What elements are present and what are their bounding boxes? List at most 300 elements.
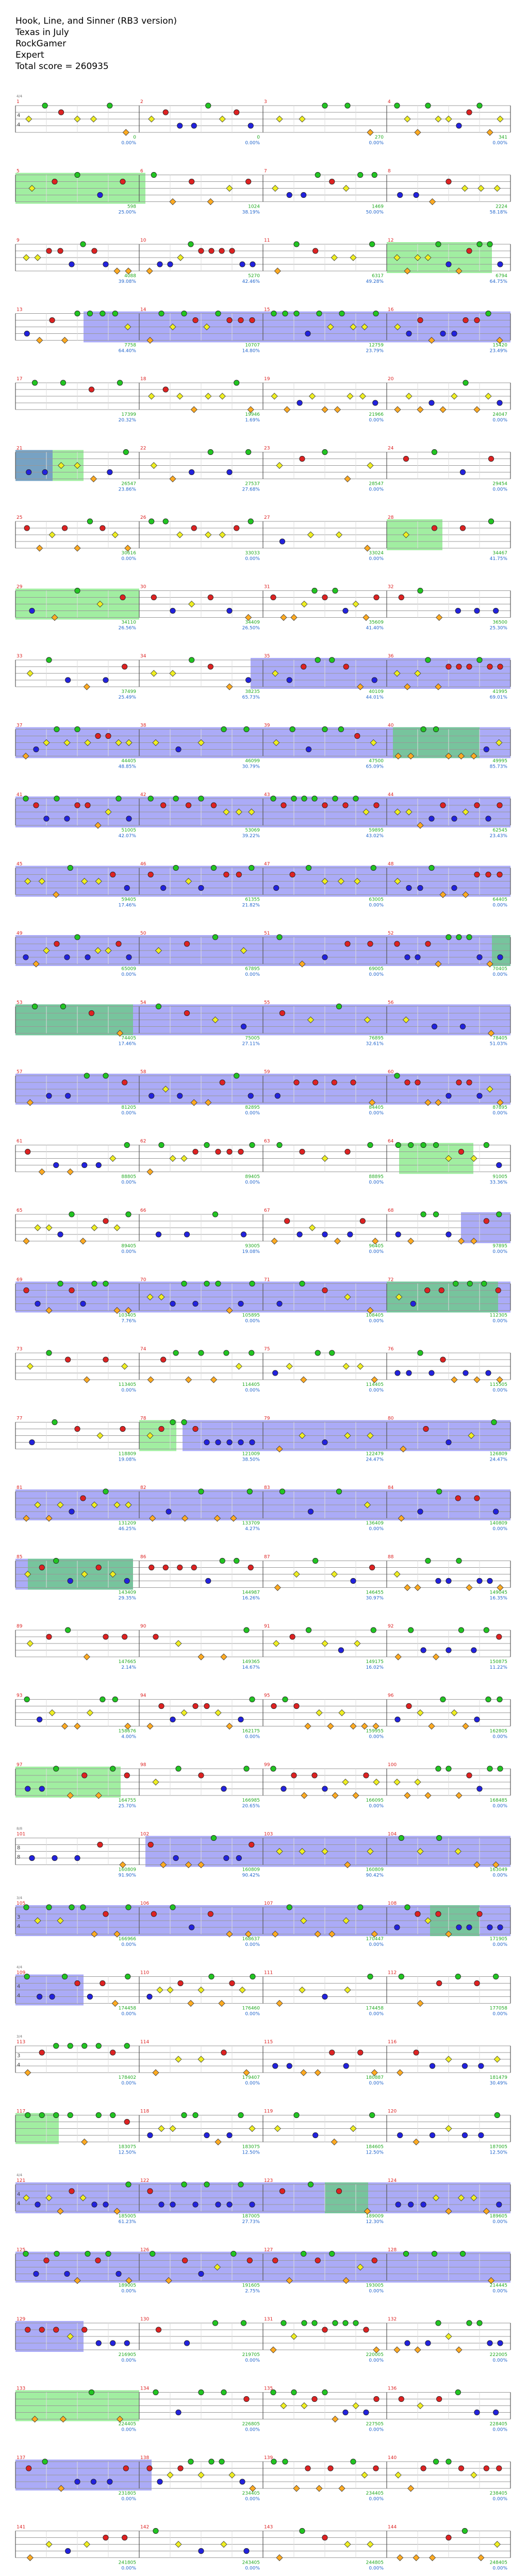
- measure-score: 6794: [496, 274, 507, 279]
- chart-row: [15, 2389, 510, 2422]
- note-gem: [477, 103, 482, 108]
- note-gem: [234, 380, 239, 385]
- note-gem: [312, 1773, 317, 1778]
- chart-row: [15, 657, 510, 690]
- measure-score: 96405: [369, 1244, 384, 1249]
- note-gem: [103, 1911, 108, 1917]
- measure-number: 102: [140, 1832, 150, 1837]
- note-gem: [271, 595, 276, 600]
- time-signature-label: 3/4: [16, 2035, 23, 2039]
- note-gem: [236, 872, 241, 877]
- chart-row: [15, 519, 510, 551]
- note-diamond: [146, 268, 153, 274]
- time-signature-bottom: 4: [17, 122, 21, 128]
- chart-row: [15, 1905, 510, 1937]
- note-gem: [209, 248, 214, 253]
- note-gem: [456, 1558, 461, 1563]
- measure-number: 119: [264, 2109, 273, 2114]
- note-diamond: [474, 1377, 480, 1383]
- note-gem: [369, 2112, 374, 2117]
- measure-score: 164755: [118, 1798, 136, 1803]
- note-gem: [250, 1697, 255, 1702]
- note-gem: [312, 2320, 317, 2326]
- note-gem: [216, 2202, 221, 2207]
- note-gem: [193, 317, 198, 323]
- note-gem: [458, 1149, 464, 1154]
- measure-number: 37: [16, 723, 23, 728]
- measure-score: 162175: [242, 1728, 260, 1734]
- note-diamond: [327, 1723, 334, 1730]
- note-gem: [408, 2202, 413, 2207]
- note-gem: [493, 1974, 498, 1979]
- note-gem: [208, 449, 213, 454]
- note-gem: [467, 664, 472, 669]
- note-gem: [124, 2119, 129, 2124]
- measure-percent: 42.07%: [118, 834, 136, 839]
- measure-score: 47500: [369, 758, 384, 764]
- note-gem: [418, 1350, 423, 1355]
- measure-percent: 0.00%: [369, 1180, 384, 1185]
- note-diamond: [205, 532, 211, 538]
- note-diamond: [487, 129, 493, 135]
- note-diamond: [23, 255, 29, 261]
- measure-number: 32: [388, 584, 394, 590]
- chart-row: [15, 1835, 510, 1868]
- measure-percent: 0.00%: [121, 2497, 136, 2502]
- note-gem: [425, 103, 431, 108]
- measure-percent: 27.11%: [242, 1041, 260, 1047]
- note-gem: [294, 1080, 299, 1085]
- note-gem: [462, 2528, 467, 2533]
- measure-score: 174458: [366, 2006, 384, 2011]
- note-gem: [291, 1773, 296, 1778]
- measure-percent: 0.00%: [121, 972, 136, 977]
- note-diamond: [395, 2472, 401, 2478]
- note-diamond: [291, 615, 297, 621]
- chart-row: [15, 588, 510, 620]
- note-gem: [497, 1162, 502, 1167]
- note-diamond: [367, 2541, 373, 2548]
- note-gem: [474, 1980, 480, 1986]
- note-gem: [173, 1350, 178, 1355]
- note-gem: [351, 2459, 356, 2464]
- measure-number: 89: [16, 1624, 23, 1629]
- chart-row: [15, 935, 510, 967]
- note-gem: [477, 1578, 482, 1583]
- note-gem: [302, 2320, 307, 2326]
- measure-percent: 24.47%: [366, 1457, 384, 1463]
- note-gem: [64, 816, 70, 821]
- note-gem: [120, 179, 125, 184]
- note-gem: [284, 1218, 289, 1224]
- note-gem: [403, 2251, 408, 2256]
- note-gem: [301, 2251, 306, 2256]
- measure-number: 124: [388, 2178, 397, 2183]
- note-gem: [345, 103, 350, 108]
- note-diamond: [205, 393, 211, 399]
- note-gem: [234, 1558, 239, 1563]
- measure-number: 90: [140, 1624, 146, 1629]
- measure-number: 80: [388, 1416, 394, 1421]
- note-gem: [204, 1142, 209, 1147]
- measure-percent: 0.00%: [492, 972, 507, 977]
- note-gem: [497, 803, 502, 808]
- note-gem: [343, 2320, 348, 2326]
- note-gem: [336, 1489, 341, 1494]
- note-diamond: [451, 393, 457, 399]
- measure-percent: 0.00%: [369, 2358, 384, 2363]
- note-diamond: [308, 532, 314, 538]
- measure-percent: 0.00%: [121, 1942, 136, 1947]
- measure-score: 238405: [489, 2491, 507, 2496]
- note-gem: [75, 2479, 80, 2484]
- note-diamond: [35, 255, 41, 261]
- note-gem: [315, 1350, 320, 1355]
- note-diamond: [357, 1363, 364, 1369]
- measure-score: 118809: [118, 1451, 136, 1457]
- measure-percent: 11.22%: [489, 1665, 507, 1670]
- note-diamond: [394, 406, 401, 413]
- measure-score: 0: [133, 135, 136, 140]
- note-gem: [497, 1697, 502, 1702]
- note-gem: [177, 123, 183, 128]
- note-diamond: [157, 1987, 163, 1993]
- note-diamond: [461, 185, 468, 192]
- measure-score: 78405: [492, 1036, 507, 1041]
- note-gem: [208, 595, 213, 600]
- note-diamond: [39, 1169, 45, 1175]
- note-diamond: [226, 1723, 233, 1730]
- note-gem: [455, 1974, 460, 1979]
- note-gem: [97, 1842, 103, 1847]
- note-gem: [497, 2466, 502, 2471]
- chart-row: [15, 1281, 510, 1313]
- note-gem: [322, 449, 327, 454]
- note-gem: [497, 872, 502, 877]
- measure-percent: 0.00%: [245, 1318, 260, 1324]
- measure-score: 121009: [242, 1451, 260, 1457]
- note-gem: [395, 2202, 401, 2207]
- note-diamond: [485, 393, 491, 399]
- note-gem: [458, 1628, 464, 1633]
- note-gem: [455, 608, 460, 613]
- note-gem: [238, 1301, 243, 1306]
- note-gem: [103, 677, 108, 683]
- note-diamond: [293, 1571, 300, 1578]
- note-diamond: [417, 2001, 423, 2007]
- measure-percent: 0.00%: [121, 2358, 136, 2363]
- note-gem: [474, 803, 480, 808]
- note-gem: [39, 2327, 44, 2332]
- measure-percent: 38.50%: [242, 1457, 260, 1463]
- measure-number: 139: [264, 2455, 273, 2461]
- note-diamond: [276, 2001, 283, 2007]
- note-gem: [372, 677, 377, 683]
- note-gem: [414, 2050, 419, 2055]
- note-gem: [436, 1578, 441, 1583]
- note-gem: [329, 1350, 335, 1355]
- measure-number: 46: [140, 861, 146, 867]
- note-gem: [199, 796, 204, 801]
- note-diamond: [226, 185, 233, 192]
- note-gem: [173, 796, 178, 801]
- note-gem: [156, 2327, 161, 2332]
- note-gem: [301, 192, 306, 197]
- note-diamond: [148, 116, 155, 122]
- note-gem: [227, 1439, 232, 1445]
- note-diamond: [451, 1710, 457, 1716]
- measure-score: 170447: [366, 1937, 384, 1942]
- measure-number: 12: [388, 238, 394, 243]
- measure-number: 88: [388, 1554, 394, 1560]
- note-gem: [32, 1004, 37, 1009]
- measure-number: 114: [140, 2040, 150, 2045]
- note-gem: [410, 1301, 416, 1306]
- note-gem: [300, 1149, 305, 1154]
- note-gem: [65, 1093, 70, 1098]
- measure-number: 141: [16, 2524, 26, 2530]
- measure-score: 41995: [492, 689, 507, 694]
- measure-score: 27537: [245, 481, 260, 487]
- note-gem: [249, 1842, 254, 1847]
- note-diamond: [274, 1585, 280, 1591]
- measure-number: 110: [140, 1970, 150, 1976]
- measure-score: 228405: [489, 2421, 507, 2427]
- measure-number: 138: [140, 2455, 150, 2461]
- note-gem: [353, 2320, 358, 2326]
- measure-percent: 27.73%: [242, 2219, 260, 2225]
- note-gem: [462, 2063, 467, 2069]
- measure-score: 103405: [118, 1313, 136, 1318]
- measure-number: 76: [388, 1347, 394, 1352]
- note-gem: [418, 317, 423, 323]
- note-gem: [364, 2410, 369, 2415]
- chart-row: [15, 1974, 510, 2006]
- measure-score: 114405: [242, 1382, 260, 1387]
- note-gem: [467, 1281, 472, 1286]
- note-gem: [322, 1994, 327, 1999]
- measure-score: 136409: [366, 1521, 384, 1526]
- measure-number: 109: [16, 1970, 26, 1976]
- note-gem: [486, 816, 491, 821]
- note-diamond: [167, 2472, 173, 2478]
- note-diamond: [273, 1640, 279, 1647]
- note-gem: [168, 262, 173, 267]
- note-gem: [125, 1974, 130, 1979]
- measure-score: 185005: [118, 2214, 136, 2219]
- note-gem: [120, 1426, 125, 1431]
- note-diamond: [23, 1238, 29, 1244]
- note-gem: [52, 1419, 57, 1425]
- note-gem: [439, 1287, 444, 1293]
- note-diamond: [413, 2555, 419, 2561]
- note-gem: [436, 2396, 441, 2401]
- note-gem: [484, 747, 489, 752]
- note-gem: [300, 1281, 305, 1286]
- measure-percent: 0.00%: [492, 1734, 507, 1740]
- note-gem: [240, 262, 245, 267]
- note-gem: [477, 1911, 482, 1917]
- measure-score: 174458: [118, 2006, 136, 2011]
- chart-row: [15, 1419, 510, 1452]
- note-diamond: [74, 1723, 80, 1730]
- measure-score: 222005: [489, 2352, 507, 2358]
- note-gem: [170, 608, 175, 613]
- note-diamond: [186, 1377, 192, 1383]
- measure-number: 83: [264, 1485, 270, 1490]
- note-gem: [456, 935, 461, 940]
- note-diamond: [219, 2001, 225, 2007]
- measure-score: 84405: [369, 1105, 384, 1110]
- time-signature-top: 4: [17, 1984, 21, 1990]
- measure-percent: 0.00%: [492, 2358, 507, 2363]
- note-gem: [178, 2466, 183, 2471]
- note-gem: [23, 796, 28, 801]
- measure-score: 30616: [121, 551, 136, 556]
- note-gem: [245, 449, 251, 454]
- note-gem: [219, 2459, 224, 2464]
- note-gem: [103, 2535, 108, 2540]
- note-gem: [433, 2459, 438, 2464]
- note-diamond: [322, 1640, 328, 1647]
- note-gem: [343, 2063, 349, 2069]
- measure-score: 146455: [366, 1590, 384, 1596]
- note-diamond: [167, 1987, 173, 1993]
- note-gem: [209, 1974, 214, 1979]
- note-diamond: [189, 601, 195, 607]
- note-gem: [173, 865, 178, 870]
- measure-number: 41: [16, 792, 23, 798]
- note-gem: [160, 1357, 166, 1362]
- note-diamond: [27, 1363, 33, 1369]
- note-gem: [281, 2320, 286, 2326]
- measure-percent: 0.00%: [369, 1734, 384, 1740]
- note-gem: [163, 387, 168, 392]
- measure-number: 4: [388, 99, 391, 105]
- note-gem: [224, 872, 229, 877]
- note-gem: [178, 1980, 183, 1986]
- note-gem: [467, 1080, 472, 1085]
- measure-number: 140: [388, 2455, 397, 2461]
- measure-score: 171905: [489, 1937, 507, 1942]
- measure-score: 12759: [369, 343, 384, 348]
- note-gem: [82, 2043, 87, 2048]
- note-gem: [106, 2251, 111, 2256]
- measure-score: 37499: [121, 689, 136, 694]
- note-gem: [312, 248, 318, 253]
- note-gem: [249, 865, 254, 870]
- measure-score: 34409: [245, 620, 260, 625]
- note-diamond: [67, 1169, 73, 1175]
- note-gem: [322, 803, 327, 808]
- note-gem: [474, 608, 480, 613]
- note-gem: [96, 2341, 101, 2346]
- note-gem: [452, 816, 457, 821]
- note-gem: [487, 1766, 492, 1771]
- note-diamond: [309, 1225, 316, 1231]
- note-diamond: [181, 1156, 187, 1162]
- note-diamond: [415, 1585, 421, 1591]
- measure-number: 28: [388, 515, 394, 520]
- note-gem: [89, 387, 94, 392]
- note-diamond: [274, 268, 280, 274]
- note-gem: [204, 2182, 209, 2187]
- measure-number: 54: [140, 1000, 146, 1006]
- note-gem: [148, 796, 153, 801]
- note-diamond: [147, 1723, 153, 1730]
- note-gem: [414, 192, 419, 197]
- measure-number: 60: [388, 1070, 394, 1075]
- measure-score: 63005: [369, 897, 384, 903]
- chart-row: [15, 2182, 510, 2214]
- measure-percent: 12.50%: [242, 2150, 260, 2156]
- measure-score: 184605: [366, 2144, 384, 2150]
- note-gem: [273, 2258, 278, 2263]
- note-gem: [290, 872, 295, 877]
- measure-score: 33024: [369, 551, 384, 556]
- measure-percent: 25.49%: [118, 695, 136, 700]
- measure-number: 73: [16, 1347, 23, 1352]
- measure-percent: 33.36%: [489, 1180, 507, 1185]
- note-gem: [26, 469, 31, 474]
- note-gem: [322, 1786, 327, 1791]
- note-gem: [353, 796, 358, 801]
- note-gem: [245, 179, 251, 184]
- note-diamond: [198, 1987, 204, 1993]
- note-gem: [271, 1766, 276, 1771]
- note-gem: [467, 935, 472, 940]
- measure-score: 163049: [489, 1867, 507, 1873]
- note-gem: [305, 2466, 310, 2471]
- measure-percent: 25.00%: [118, 210, 136, 215]
- measure-number: 66: [140, 1208, 146, 1213]
- measure-percent: 0.00%: [492, 2566, 507, 2571]
- measure-score: 214445: [489, 2283, 507, 2289]
- note-gem: [224, 1350, 229, 1355]
- note-diamond: [90, 116, 96, 122]
- note-gem: [46, 1905, 52, 1910]
- measure-number: 35: [264, 654, 270, 659]
- measure-score: 1469: [372, 204, 384, 210]
- note-gem: [23, 955, 28, 960]
- note-gem: [96, 1162, 101, 1167]
- measure-number: 129: [16, 2317, 26, 2322]
- measure-percent: 12.50%: [489, 2150, 507, 2156]
- measure-percent: 0.00%: [245, 2566, 260, 2571]
- note-gem: [220, 1558, 225, 1563]
- note-gem: [24, 1697, 29, 1702]
- note-gem: [405, 955, 410, 960]
- note-gem: [395, 1370, 400, 1376]
- note-gem: [358, 172, 363, 177]
- note-diamond: [177, 532, 183, 538]
- note-diamond: [276, 2555, 283, 2561]
- note-gem: [279, 1489, 285, 1494]
- note-gem: [271, 1703, 276, 1708]
- note-diamond: [271, 1238, 277, 1244]
- note-gem: [153, 1634, 158, 1639]
- note-gem: [395, 1142, 401, 1147]
- note-gem: [103, 2202, 108, 2207]
- note-gem: [124, 1142, 129, 1147]
- note-gem: [148, 1842, 153, 1847]
- measure-percent: 51.03%: [489, 1041, 507, 1047]
- note-gem: [273, 2063, 278, 2069]
- measure-score: 159955: [366, 1728, 384, 1734]
- measure-number: 33: [16, 654, 23, 659]
- note-gem: [484, 1142, 489, 1147]
- note-gem: [39, 2050, 44, 2055]
